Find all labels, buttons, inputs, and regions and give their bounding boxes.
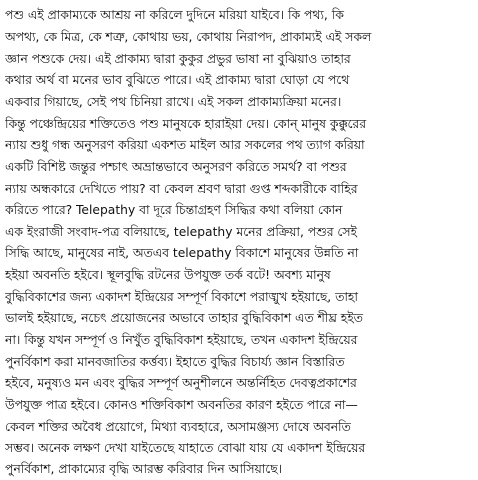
text-line-18: হইবে, মনুষ্যও মন এবং বুদ্ধির সম্পূর্ণ অনুশীলনে অন্তর্নিহিত দেবত্বপ্রকাশের (5, 376, 357, 390)
text-line-15: ভালই হইয়াছে, নচেৎ প্রয়োজনের অভাবে তাহার বুদ্ধিবিকাশ এত শীঘ্র হইত (5, 311, 363, 325)
text-line-10: করিতে পারে? Telepathy বা দূরে চিন্তাগ্রহণ সিদ্ধির কথা বলিয়া কোন (5, 203, 343, 217)
text-line-14: বুদ্ধিবিকাশের জন্য একাদশ ইন্দ্রিয়ের সম্পূর্ণ বিকাশে পরাঙ্মুখ হইয়াছে, তাহা (5, 290, 358, 304)
text-line-7: ন্যায় শুধু গন্ধ অনুসরণ করিয়া একশত মাইল আর সকলের পথ ত্যাগ করিয়া (5, 138, 365, 152)
text-line-20: কেবল শক্তির অবৈধ প্রয়োগে, মিথ্যা ব্যবহারে, অসামঞ্জস্য দোষে অবনতি (5, 420, 351, 434)
text-line-4: কথার অর্থ বা মনের ভাব বুঝিতে পারে। এই প্রাকাম্য দ্বারা ঘোড়া যে পথে (5, 73, 350, 87)
text-line-19: উপযুক্ত পাত্র হইবে। কোনও শক্তিবিকাশ অবনতির কারণ হইতে পারে না— (5, 398, 358, 412)
text-line-6: কিন্তু পঞ্চেন্দ্রিয়ের শক্তিতেও পশু মানুষকে হারাইয়া দেয়। কোন্ মানুষ কুক্কুরের (5, 117, 366, 131)
text-line-12: সিদ্ধি আছে, মানুষের নাই, অতএব telepathy বিকাশে মানুষের উন্নতি না (5, 246, 359, 260)
text-line-9: ন্যায় অন্ধকারে দেখিতে পায়? বা কেবল শ্রবণ দ্বারা গুপ্ত শব্দকারীকে বাহির (5, 182, 358, 196)
text-line-13: হইয়া অবনতি হইবে। স্থূলবুদ্ধি রটনের উপযুক্ত তর্ক বটে! অবশ্য মানুষ (5, 268, 331, 282)
text-line-22: পুনর্বিকাশ, প্রাকাম্যের বৃদ্ধি আরম্ভ করিবার দিন আসিয়াছে। (5, 462, 283, 476)
text-line-3: জ্ঞান পশুকে দেয়। এই প্রাকাম্য দ্বারা কুকুর প্রভুর ভাষা না বুঝিয়াও তাহার (5, 52, 351, 66)
text-line-5: একবার গিয়াছে, সেই পথ চিনিয়া রাখে। এই সকল প্রাকাম্যক্রিয়া মনের। (5, 95, 342, 109)
text-line-2: অপথ্য, কে মিত্র, কে শত্রু, কোথায় ভয়, কোথায় নিরাপদ, প্রাকাম্যই এই সকল (5, 30, 372, 44)
text-line-1: পশু এই প্রাকাম্যকে আশ্রয় না করিলে দুদিনে মরিয়া যাইবে। কি পথ্য, কি (5, 8, 344, 22)
text-line-17: পুনর্বিকাশ করা মানবজাতির কর্ত্তব্য। ইহাতে বুদ্ধির বিচার্য্য জ্ঞান বিস্তারিত (5, 355, 345, 369)
text-line-16: না। কিন্তু যখন সম্পূর্ণ ও নিখুঁত বুদ্ধিবিকাশ হইয়াছে, তখন একাদশ ইন্দ্রিয়ের (5, 333, 358, 347)
text-line-21: সম্ভব। অনেক লক্ষণ দেখা যাইতেছে যাহাতে বোঝা যায় যে একাদশ ইন্দ্রিয়ের (5, 441, 366, 455)
text-line-8: একটি বিশিষ্ট জন্তুর পশ্চাৎ অভ্রান্তভাবে অনুসরণ করিতে সমর্থ? বা পশুর (5, 160, 347, 174)
text-line-11: এক ইংরাজী সংবাদ-পত্র বলিয়াছে, telepathy মনের প্রক্রিয়া, পশুর সেই (5, 225, 357, 239)
